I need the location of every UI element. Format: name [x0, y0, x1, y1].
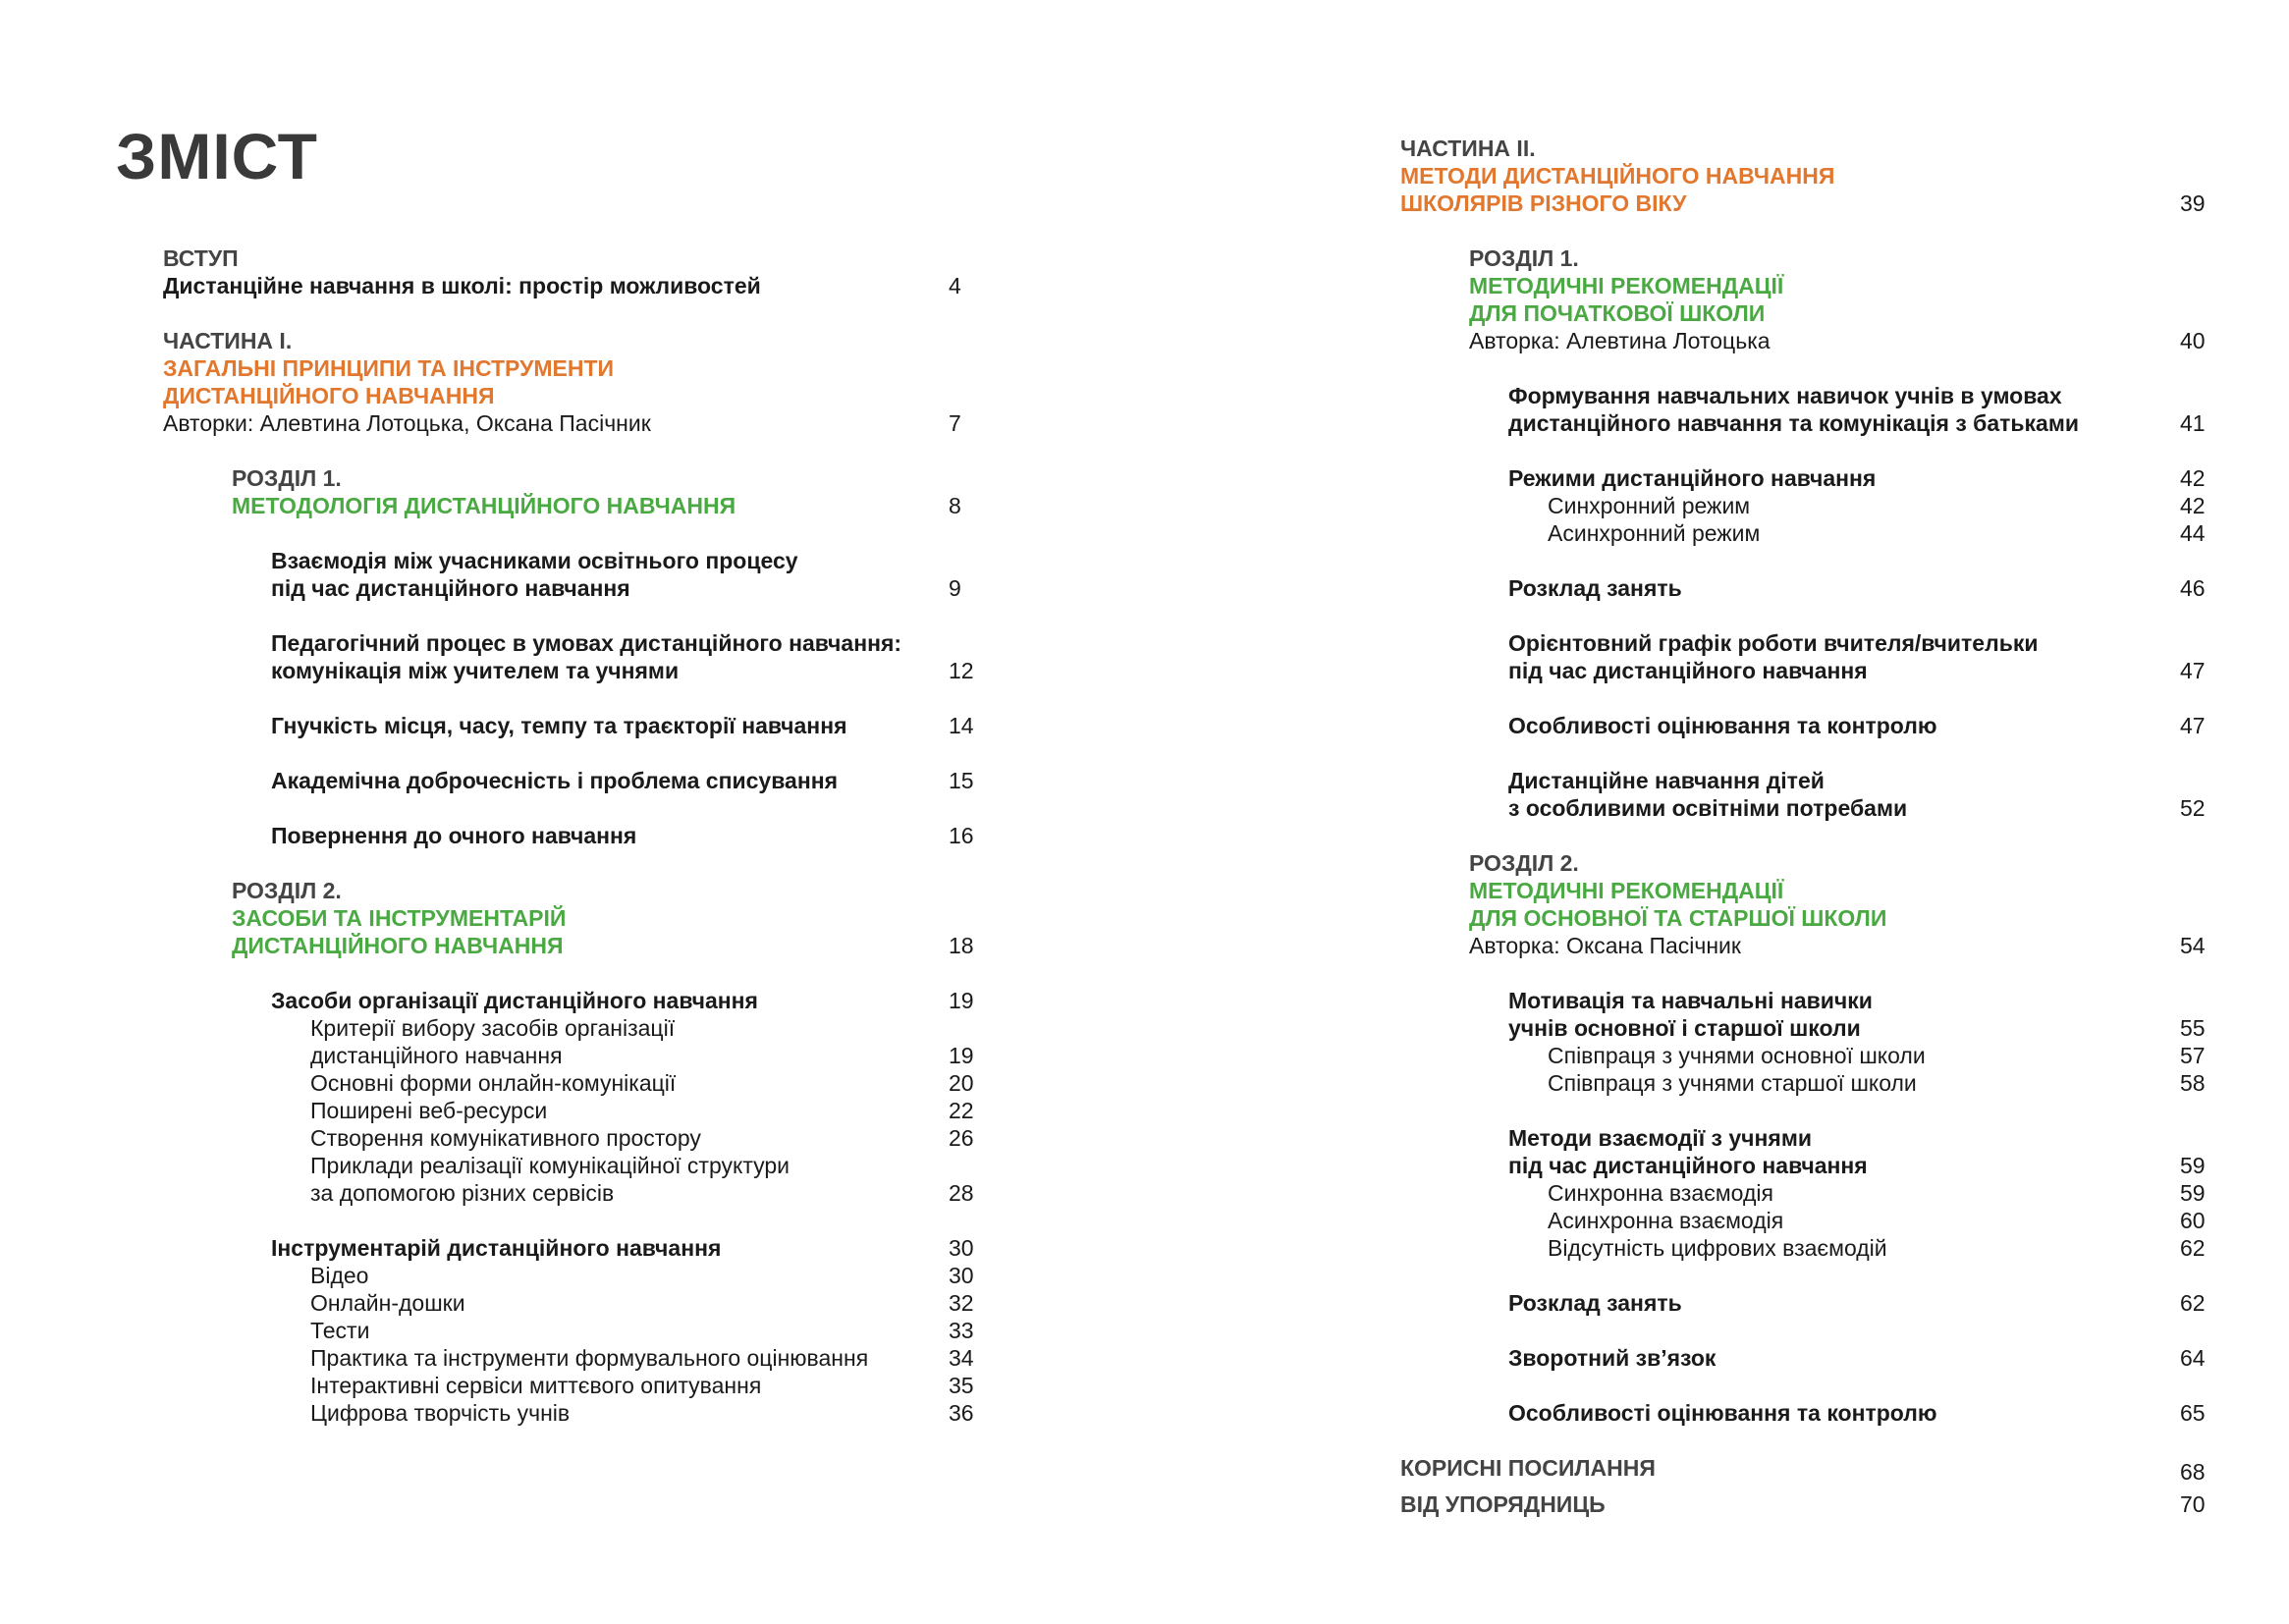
- toc-subentry-page: 42: [2180, 493, 2206, 518]
- toc-entry-line[interactable]: дистанційного навчання та комунікація з батьками: [1508, 410, 2079, 436]
- toc-entry-line[interactable]: Взаємодія між учасниками освітнього процесу: [271, 548, 798, 573]
- toc-entry-page: 15: [949, 768, 974, 793]
- section1-title[interactable]: МЕТОДОЛОГІЯ ДИСТАНЦІЙНОГО НАВЧАННЯ: [232, 493, 736, 518]
- toc-entry-page: 46: [2180, 575, 2206, 601]
- part1-authors: Авторки: Алевтина Лотоцька, Оксана Пасічник: [163, 410, 651, 436]
- toc-subentry[interactable]: Поширені веб-ресурси: [310, 1098, 548, 1123]
- toc-entry-page: 65: [2180, 1400, 2206, 1426]
- toc-subentry[interactable]: дистанційного навчання: [310, 1043, 563, 1068]
- section1-page: 8: [949, 493, 961, 518]
- toc-entry-page: 16: [949, 823, 974, 848]
- toc-subentry-page: 30: [949, 1263, 974, 1288]
- toc-entry-line[interactable]: Особливості оцінювання та контролю: [1508, 1400, 1937, 1426]
- toc-entry-page: 55: [2180, 1015, 2206, 1041]
- toc-entry-page: 47: [2180, 658, 2206, 683]
- r-section1-page: 40: [2180, 328, 2206, 353]
- toc-subentry[interactable]: Синхронний режим: [1548, 493, 1751, 518]
- toc-entry-line[interactable]: Особливості оцінювання та контролю: [1508, 713, 1937, 738]
- toc-subentry[interactable]: Створення комунікативного простору: [310, 1125, 701, 1151]
- toc-subentry-page: 28: [949, 1180, 974, 1206]
- part1-title-line2[interactable]: ДИСТАНЦІЙНОГО НАВЧАННЯ: [163, 383, 495, 408]
- section2-page: 18: [949, 933, 974, 958]
- toc-entry-page: 62: [2180, 1290, 2206, 1316]
- part2-title-line2[interactable]: ШКОЛЯРІВ РІЗНОГО ВІКУ: [1400, 190, 1687, 216]
- toc-entry-page: 42: [2180, 465, 2206, 491]
- toc-subentry-page: 58: [2180, 1070, 2206, 1096]
- toc-subentry[interactable]: Онлайн-дошки: [310, 1290, 465, 1316]
- intro-title[interactable]: Дистанційне навчання в школі: простір можливостей: [163, 273, 761, 298]
- toc-subentry-page: 32: [949, 1290, 974, 1316]
- toc-entry-line[interactable]: під час дистанційного навчання: [1508, 658, 1868, 683]
- toc-subentry[interactable]: Асинхронний режим: [1548, 520, 1761, 546]
- toc-entry-line[interactable]: Мотивація та навчальні навички: [1508, 988, 1873, 1013]
- r-section2-title-line2[interactable]: ДЛЯ ОСНОВНОЇ ТА СТАРШОЇ ШКОЛИ: [1469, 905, 1887, 931]
- part1-label: ЧАСТИНА І.: [163, 328, 293, 353]
- toc-entry-page: 64: [2180, 1345, 2206, 1371]
- toc-entry-line[interactable]: Гнучкість місця, часу, темпу та траєкторії навчання: [271, 713, 847, 738]
- toc-entry-line[interactable]: учнів основної і старшої школи: [1508, 1015, 1861, 1041]
- toc-entry-line[interactable]: Засоби організації дистанційного навчання: [271, 988, 758, 1013]
- toc-subentry[interactable]: за допомогою різних сервісів: [310, 1180, 615, 1206]
- toc-entry-line[interactable]: з особливими освітніми потребами: [1508, 795, 1908, 821]
- toc-subentry-page: 59: [2180, 1180, 2206, 1206]
- toc-entry-page: 41: [2180, 410, 2206, 436]
- toc-subentry-page: 35: [949, 1373, 974, 1398]
- part1-title-line1[interactable]: ЗАГАЛЬНІ ПРИНЦИПИ ТА ІНСТРУМЕНТИ: [163, 355, 615, 381]
- toc-entry-page: 59: [2180, 1153, 2206, 1178]
- toc-entry-page: 30: [949, 1235, 974, 1261]
- toc-entry-line[interactable]: під час дистанційного навчання: [271, 575, 630, 601]
- toc-subentry[interactable]: Асинхронна взаємодія: [1548, 1208, 1784, 1233]
- toc-entry-line[interactable]: Академічна доброчесність і проблема списування: [271, 768, 839, 793]
- toc-subentry[interactable]: Основні форми онлайн-комунікації: [310, 1070, 677, 1096]
- page-title: ЗМІСТ: [116, 120, 318, 192]
- toc-subentry-page: 34: [949, 1345, 974, 1371]
- toc-entry-line[interactable]: Розклад занять: [1508, 1290, 1682, 1316]
- toc-subentry[interactable]: Синхронна взаємодія: [1548, 1180, 1773, 1206]
- toc-subentry[interactable]: Тести: [310, 1318, 370, 1343]
- part2-page: 39: [2180, 190, 2206, 216]
- useful-links-entry[interactable]: КОРИСНІ ПОСИЛАННЯ: [1400, 1455, 1656, 1481]
- section2-title-line2[interactable]: ДИСТАНЦІЙНОГО НАВЧАННЯ: [232, 933, 564, 958]
- toc-subentry-page: 36: [949, 1400, 974, 1426]
- r-section1-title-line2[interactable]: ДЛЯ ПОЧАТКОВОЇ ШКОЛИ: [1469, 300, 1766, 326]
- r-section1-title-line1[interactable]: МЕТОДИЧНІ РЕКОМЕНДАЦІЇ: [1469, 273, 1784, 298]
- part2-label: ЧАСТИНА ІІ.: [1400, 135, 1536, 161]
- toc-subentry-page: 60: [2180, 1208, 2206, 1233]
- toc-subentry-page: 26: [949, 1125, 974, 1151]
- toc-entry-page: 19: [949, 988, 974, 1013]
- toc-subentry[interactable]: Практика та інструменти формувального оцінювання: [310, 1345, 869, 1371]
- section2-title-line1[interactable]: ЗАСОБИ ТА ІНСТРУМЕНТАРІЙ: [232, 905, 567, 931]
- toc-subentry[interactable]: Цифрова творчість учнів: [310, 1400, 571, 1426]
- toc-subentry-page: 19: [949, 1043, 974, 1068]
- toc-subentry[interactable]: Відсутність цифрових взаємодій: [1548, 1235, 1887, 1261]
- toc-subentry[interactable]: Інтерактивні сервіси миттєвого опитування: [310, 1373, 762, 1398]
- toc-entry-line[interactable]: Режими дистанційного навчання: [1508, 465, 1877, 491]
- r-section1-author: Авторка: Алевтина Лотоцька: [1469, 328, 1771, 353]
- r-section2-label: РОЗДІЛ 2.: [1469, 850, 1579, 876]
- toc-subentry-page: 62: [2180, 1235, 2206, 1261]
- toc-entry-page: 47: [2180, 713, 2206, 738]
- toc-entry-line[interactable]: Орієнтовний графік роботи вчителя/вчительки: [1508, 630, 2039, 656]
- toc-entry-line[interactable]: Дистанційне навчання дітей: [1508, 768, 1825, 793]
- toc-subentry[interactable]: Співпраця з учнями основної школи: [1548, 1043, 1926, 1068]
- r-section2-page: 54: [2180, 933, 2206, 958]
- toc-entry-line[interactable]: комунікація між учителем та учнями: [271, 658, 680, 683]
- toc-entry-line[interactable]: Методи взаємодії з учнями: [1508, 1125, 1812, 1151]
- toc-entry-line[interactable]: під час дистанційного навчання: [1508, 1153, 1868, 1178]
- toc-subentry-page: 57: [2180, 1043, 2206, 1068]
- toc-subentry-page: 22: [949, 1098, 974, 1123]
- r-section1-label: РОЗДІЛ 1.: [1469, 245, 1579, 271]
- section2-label: РОЗДІЛ 2.: [232, 878, 342, 903]
- part1-page: 7: [949, 410, 961, 436]
- toc-entry-line[interactable]: Зворотний зв’язок: [1508, 1345, 1717, 1371]
- toc-entry-page: 12: [949, 658, 974, 683]
- part2-title-line1[interactable]: МЕТОДИ ДИСТАНЦІЙНОГО НАВЧАННЯ: [1400, 163, 1835, 189]
- intro-label: ВСТУП: [163, 245, 239, 271]
- r-section2-author: Авторка: Оксана Пасічник: [1469, 933, 1741, 958]
- from-compilers-entry[interactable]: ВІД УПОРЯДНИЦЬ: [1400, 1491, 1606, 1517]
- toc-subentry[interactable]: Приклади реалізації комунікаційної структури: [310, 1153, 790, 1178]
- intro-page: 4: [949, 273, 961, 298]
- toc-subentry[interactable]: Співпраця з учнями старшої школи: [1548, 1070, 1917, 1096]
- toc-subentry[interactable]: Критерії вибору засобів організації: [310, 1015, 676, 1041]
- toc-entry-line[interactable]: Розклад занять: [1508, 575, 1682, 601]
- useful-links-page: 68: [2180, 1459, 2206, 1485]
- toc-subentry-page: 33: [949, 1318, 974, 1343]
- from-compilers-page: 70: [2180, 1491, 2206, 1517]
- toc-subentry[interactable]: Відео: [310, 1263, 369, 1288]
- toc-entry-line[interactable]: Формування навчальних навичок учнів в умовах: [1508, 383, 2062, 408]
- section1-label: РОЗДІЛ 1.: [232, 465, 342, 491]
- toc-entry-line[interactable]: Інструментарій дистанційного навчання: [271, 1235, 722, 1261]
- toc-entry-line[interactable]: Повернення до очного навчання: [271, 823, 637, 848]
- toc-entry-page: 14: [949, 713, 974, 738]
- r-section2-title-line1[interactable]: МЕТОДИЧНІ РЕКОМЕНДАЦІЇ: [1469, 878, 1784, 903]
- toc-subentry-page: 20: [949, 1070, 974, 1096]
- toc-entry-page: 52: [2180, 795, 2206, 821]
- toc-entry-line[interactable]: Педагогічний процес в умовах дистанційного навчання:: [271, 630, 902, 656]
- toc-subentry-page: 44: [2180, 520, 2206, 546]
- toc-entry-page: 9: [949, 575, 961, 601]
